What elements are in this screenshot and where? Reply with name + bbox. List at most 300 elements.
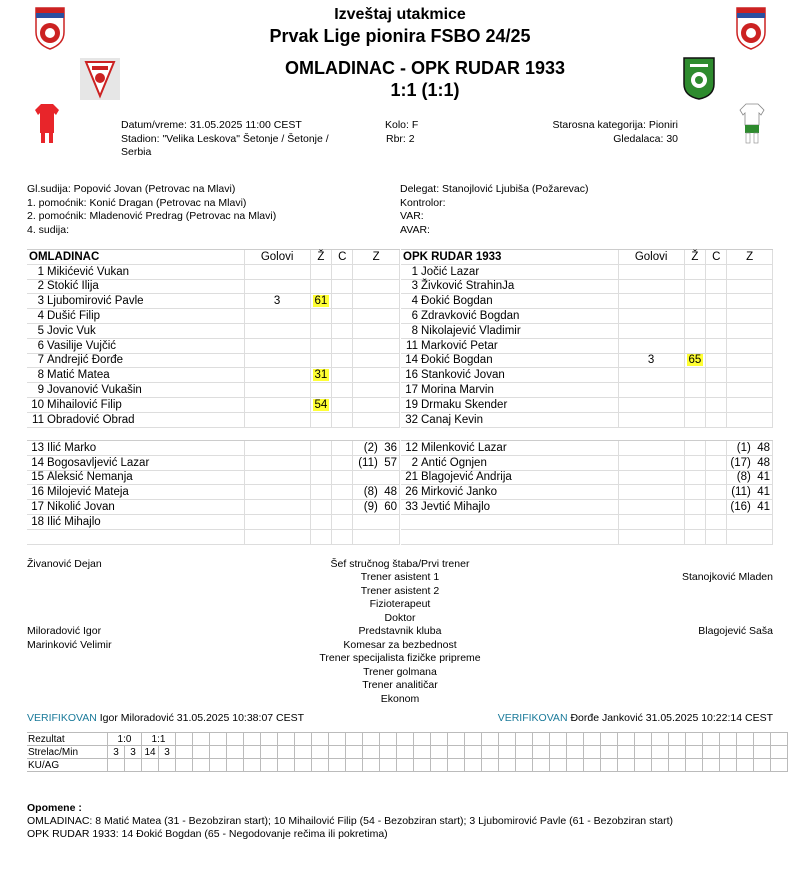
player-number: 18 — [31, 515, 44, 528]
away-team-name: OPK RUDAR 1933 — [401, 250, 618, 264]
player-sub — [727, 309, 773, 324]
player-name — [401, 470, 619, 485]
player-name — [27, 338, 244, 353]
own-goal-cell — [635, 759, 652, 772]
away-staff-name — [533, 611, 773, 625]
player-sub: (11) 57 — [352, 455, 399, 470]
player-sub — [353, 279, 400, 294]
var-official: VAR: — [400, 210, 424, 222]
scorer-cell — [601, 746, 618, 759]
player-sub: (9) 60 — [352, 500, 399, 515]
own-goal-cell — [584, 759, 601, 772]
own-goal-cell — [312, 759, 329, 772]
player-number: 12 — [405, 441, 418, 454]
away-substitutes — [401, 440, 773, 545]
own-goal-cell — [397, 759, 414, 772]
result-cell — [652, 733, 669, 746]
player-yellow-card — [684, 279, 706, 294]
player-sub — [727, 338, 773, 353]
result-label: Rezultat — [27, 733, 108, 746]
home-staff-name — [27, 679, 267, 693]
player-number: 19 — [405, 398, 418, 411]
scorer-cell — [686, 746, 703, 759]
player-number: 8 — [37, 369, 44, 382]
player-name — [401, 353, 618, 368]
player-sub — [352, 470, 399, 485]
red-column-header: C — [706, 250, 727, 264]
own-goal-cell — [516, 759, 533, 772]
player-red-card — [332, 397, 353, 412]
home-player-row — [27, 383, 400, 398]
home-staff-name — [27, 598, 267, 612]
player-red-card — [332, 279, 353, 294]
player-goals — [618, 368, 684, 383]
away-staff-name: Blagojević Saša — [698, 625, 773, 638]
away-player-row — [401, 383, 773, 398]
player-sub — [353, 338, 400, 353]
player-label: Andrejić Đorđe — [47, 354, 124, 367]
league-title: Prvak Lige pionira FSBO 24/25 — [269, 26, 531, 46]
player-goals — [245, 529, 311, 544]
home-kit-icon — [34, 103, 60, 150]
result-cell — [278, 733, 295, 746]
player-yellow-card — [311, 529, 332, 544]
player-label: Mikićević Vukan — [47, 265, 130, 278]
player-label: Jevtić Mihajlo — [421, 501, 491, 514]
home-sub-row — [27, 441, 400, 455]
home-staff-name: Živanović Dejan — [27, 557, 102, 570]
home-staff-name: Miloradović Igor — [27, 625, 102, 638]
player-number: 15 — [31, 471, 44, 484]
player-yellow-card — [310, 264, 332, 279]
player-label: Živković StrahinJa — [421, 280, 515, 293]
scorer-cell — [499, 746, 516, 759]
scorer-cell — [261, 746, 278, 759]
result-grid — [27, 732, 788, 772]
scorer-cell: 3 — [108, 746, 125, 759]
player-number: 3 — [37, 295, 44, 308]
away-staff-name — [533, 557, 773, 571]
player-red-card — [332, 455, 353, 470]
player-name — [27, 279, 244, 294]
player-name — [27, 309, 244, 324]
player-name — [401, 294, 618, 309]
scorer-cell — [618, 746, 635, 759]
goals-column-header: Golovi — [244, 250, 310, 264]
own-goal-cell — [329, 759, 346, 772]
player-sub — [352, 514, 399, 529]
away-player-row — [401, 279, 773, 294]
result-score-cell: 1:0 — [108, 733, 142, 746]
result-cell — [482, 733, 499, 746]
player-red-card — [332, 368, 353, 383]
player-red-card — [706, 455, 727, 470]
player-red-card — [332, 470, 353, 485]
player-yellow-card — [310, 397, 332, 412]
fourth-official: 4. sudija: — [27, 224, 70, 236]
player-red-card — [706, 294, 727, 309]
own-goal-cell — [720, 759, 737, 772]
player-label: Đokić Bogdan — [421, 354, 493, 367]
player-label: Marković Petar — [421, 339, 498, 352]
player-yellow-card — [311, 455, 332, 470]
player-sub — [727, 279, 773, 294]
own-goal-cell — [210, 759, 227, 772]
player-yellow-card — [685, 441, 706, 455]
player-label: Matić Matea — [47, 369, 110, 382]
player-label: Canaj Kevin — [421, 413, 484, 426]
scorer-cell — [414, 746, 431, 759]
player-number: 2 — [411, 456, 418, 469]
home-sub-row — [27, 455, 400, 470]
player-number: 2 — [37, 280, 44, 293]
home-staff-name — [27, 665, 267, 679]
player-goals — [244, 353, 310, 368]
player-sub: (17) 48 — [726, 455, 772, 470]
home-staff-name — [27, 571, 267, 585]
report-title: Izveštaj utakmice — [334, 6, 466, 23]
player-red-card — [706, 383, 727, 398]
staff-row — [27, 652, 773, 666]
home-club-logo — [80, 58, 120, 105]
result-cell — [380, 733, 397, 746]
player-goals — [618, 279, 684, 294]
scorer-cell — [771, 746, 788, 759]
result-cell — [771, 733, 788, 746]
player-sub: (11) 41 — [726, 485, 772, 500]
player-sub: (2) 36 — [352, 441, 399, 455]
result-cell — [193, 733, 210, 746]
staff-role: Predstavnik kluba — [358, 625, 442, 638]
player-red-card — [332, 323, 353, 338]
player-number: 6 — [37, 339, 44, 352]
player-goals: 3 — [244, 294, 310, 309]
own-goal-cell — [227, 759, 244, 772]
staff-role: Šef stručnog štaba/Prvi trener — [330, 557, 470, 570]
scorer-cell — [193, 746, 210, 759]
player-goals — [619, 455, 685, 470]
player-number: 16 — [31, 486, 44, 499]
away-sub-row — [401, 500, 773, 515]
player-label: Jovanović Vukašin — [47, 384, 142, 397]
scorer-cell — [737, 746, 754, 759]
home-player-row — [27, 279, 400, 294]
result-cell — [567, 733, 584, 746]
player-red-card — [332, 500, 353, 515]
result-cell — [176, 733, 193, 746]
own-goal-cell — [669, 759, 686, 772]
away-kit-icon — [739, 103, 765, 150]
own-goal-cell — [295, 759, 312, 772]
scorer-cell — [227, 746, 244, 759]
away-player-row — [401, 264, 773, 279]
player-yellow-card — [684, 383, 706, 398]
player-label: Blagojević Andrija — [421, 471, 512, 484]
player-label: Mirković Janko — [421, 486, 498, 499]
player-goals — [618, 412, 684, 427]
scorer-cell — [567, 746, 584, 759]
result-cell — [329, 733, 346, 746]
scorer-cell — [176, 746, 193, 759]
player-name — [401, 529, 619, 544]
player-label: Đokić Bogdan — [421, 295, 493, 308]
player-red-card — [332, 309, 353, 324]
home-sub-row — [27, 485, 400, 500]
player-name — [27, 500, 245, 515]
own-goal-cell — [754, 759, 771, 772]
staff-row — [27, 584, 773, 598]
player-yellow-card — [684, 397, 706, 412]
match-stadium-country: Serbia — [121, 146, 152, 158]
player-red-card — [706, 323, 727, 338]
home-player-row — [27, 294, 400, 309]
away-staff-name — [533, 638, 773, 652]
player-red-card — [332, 529, 353, 544]
away-player-row — [401, 397, 773, 412]
result-cell — [210, 733, 227, 746]
player-sub: (8) 48 — [352, 485, 399, 500]
result-cell — [516, 733, 533, 746]
player-label: Obradović Obrad — [47, 413, 135, 426]
away-verified-by: Đorđe Janković 31.05.2025 10:22:14 CEST — [570, 712, 773, 724]
player-red-card — [332, 383, 353, 398]
player-red-card — [706, 338, 727, 353]
own-goal-cell — [142, 759, 159, 772]
assistant-referee-1: 1. pomoćnik: Konić Dragan (Petrovac na Mlavi) — [27, 197, 247, 209]
result-cell — [754, 733, 771, 746]
away-sub-row — [401, 529, 773, 544]
player-name — [27, 353, 244, 368]
player-number: 14 — [31, 456, 44, 469]
player-number: 4 — [411, 295, 418, 308]
away-player-row — [401, 309, 773, 324]
own-goal-cell — [414, 759, 431, 772]
home-staff-name — [27, 652, 267, 666]
player-goals: 3 — [618, 353, 684, 368]
player-goals — [619, 500, 685, 515]
player-name — [27, 529, 245, 544]
own-goal-cell — [278, 759, 295, 772]
player-name — [27, 323, 244, 338]
home-player-row — [27, 397, 400, 412]
away-player-row — [401, 323, 773, 338]
player-red-card — [332, 264, 353, 279]
staff-row — [27, 665, 773, 679]
player-sub — [727, 412, 773, 427]
scorer-cell — [669, 746, 686, 759]
own-goal-cell — [550, 759, 567, 772]
away-staff-name: Stanojković Mladen — [681, 571, 773, 584]
player-red-card — [706, 368, 727, 383]
player-red-card — [706, 309, 727, 324]
player-goals — [244, 264, 310, 279]
player-number: 14 — [405, 354, 418, 367]
verified-label: VERIFIKOVAN — [27, 712, 97, 724]
player-name — [401, 500, 619, 515]
staff-row — [27, 692, 773, 706]
staff-role: Trener analitičar — [362, 679, 438, 692]
player-goals — [244, 323, 310, 338]
player-goals — [619, 470, 685, 485]
player-sub — [727, 323, 773, 338]
player-name — [27, 264, 244, 279]
player-yellow-card — [685, 529, 706, 544]
player-yellow-card — [685, 485, 706, 500]
scorer-cell — [278, 746, 295, 759]
own-goal-label: KU/AG — [27, 759, 108, 772]
player-sub — [353, 383, 400, 398]
player-sub — [727, 383, 773, 398]
player-red-card — [706, 514, 727, 529]
home-lineup-header — [27, 250, 400, 264]
match-score: 1:1 (1:1) — [390, 80, 460, 100]
player-yellow-card — [684, 412, 706, 427]
away-player-row — [401, 353, 773, 368]
home-sub-row — [27, 500, 400, 515]
player-number: 13 — [31, 441, 44, 454]
scorer-cell — [482, 746, 499, 759]
player-number: 10 — [31, 398, 44, 411]
scorer-cell — [533, 746, 550, 759]
away-player-row — [401, 368, 773, 383]
age-category: Starosna kategorija: Pioniri — [552, 119, 678, 131]
result-cell — [533, 733, 550, 746]
player-yellow-card — [310, 279, 332, 294]
scorer-cell — [329, 746, 346, 759]
scorer-cell — [210, 746, 227, 759]
match-datetime: Datum/vreme: 31.05.2025 11:00 CEST — [121, 119, 302, 131]
cautions-title: Opomene : — [27, 802, 82, 814]
scorer-cell — [431, 746, 448, 759]
result-cell — [550, 733, 567, 746]
away-sub-row — [401, 470, 773, 485]
own-goal-cell — [652, 759, 669, 772]
own-goal-cell — [193, 759, 210, 772]
player-label: Drmaku Skender — [421, 398, 508, 411]
home-player-row — [27, 323, 400, 338]
own-goal-cell — [703, 759, 720, 772]
player-yellow-card — [310, 353, 332, 368]
player-sub: (8) 41 — [726, 470, 772, 485]
player-sub — [353, 412, 400, 427]
spectators: Gledalaca: 30 — [613, 133, 678, 145]
own-goal-cell — [601, 759, 618, 772]
staff-row — [27, 598, 773, 612]
player-yellow-card — [310, 412, 332, 427]
own-goal-cell — [261, 759, 278, 772]
scorer-cell: 3 — [159, 746, 176, 759]
staff-section — [27, 557, 773, 706]
result-cell — [584, 733, 601, 746]
player-name — [401, 412, 618, 427]
player-sub — [727, 353, 773, 368]
scorer-cell — [550, 746, 567, 759]
player-label: Dušić Filip — [47, 310, 101, 323]
player-yellow-card — [684, 323, 706, 338]
player-label: Antić Ognjen — [421, 456, 487, 469]
home-staff-name: Marinković Velimir — [27, 638, 112, 651]
scorer-row — [27, 746, 788, 759]
player-name — [401, 441, 619, 455]
scorer-cell — [652, 746, 669, 759]
player-red-card — [706, 397, 727, 412]
away-staff-name — [533, 692, 773, 706]
player-goals — [619, 485, 685, 500]
player-number: 11 — [406, 339, 418, 352]
player-name — [401, 264, 618, 279]
player-name — [27, 441, 245, 455]
player-label: Jovic Vuk — [47, 324, 96, 337]
scorer-cell — [516, 746, 533, 759]
player-name — [401, 368, 618, 383]
scorer-label: Strelac/Min — [27, 746, 108, 759]
player-yellow-card — [684, 309, 706, 324]
player-name — [401, 309, 618, 324]
home-sub-row — [27, 529, 400, 544]
player-yellow-card — [311, 485, 332, 500]
player-name — [27, 485, 245, 500]
result-cell — [261, 733, 278, 746]
result-cell — [618, 733, 635, 746]
player-yellow-card — [685, 455, 706, 470]
result-score-cell: 1:1 — [142, 733, 176, 746]
own-goal-cell — [363, 759, 380, 772]
own-goal-cell — [499, 759, 516, 772]
player-sub — [727, 294, 773, 309]
player-label: Bogosavljević Lazar — [47, 456, 150, 469]
staff-row — [27, 557, 773, 571]
player-number: 9 — [37, 384, 44, 397]
sub-column-header: Z — [727, 250, 773, 264]
staff-row — [27, 638, 773, 652]
away-sub-row — [401, 441, 773, 455]
home-team-name: OMLADINAC — [27, 250, 244, 264]
match-stadium: Stadion: "Velika Leskova" Šetonje / Šetonje / — [121, 133, 329, 145]
delegate: Delegat: Stanojlović Ljubiša (Požarevac) — [400, 183, 589, 195]
player-red-card — [332, 338, 353, 353]
player-sub: (1) 48 — [726, 441, 772, 455]
player-red-card — [706, 485, 727, 500]
player-red-card — [706, 279, 727, 294]
player-red-card — [706, 441, 727, 455]
player-label: Zdravković Bogdan — [421, 310, 520, 323]
result-cell — [601, 733, 618, 746]
result-cell — [244, 733, 261, 746]
player-goals — [245, 455, 311, 470]
home-sub-row — [27, 514, 400, 529]
sub-column-header: Z — [353, 250, 400, 264]
player-label: Nikolajević Vladimir — [421, 324, 521, 337]
player-yellow-card — [685, 500, 706, 515]
staff-row — [27, 571, 773, 585]
player-name — [27, 294, 244, 309]
player-name — [27, 514, 245, 529]
result-cell — [346, 733, 363, 746]
player-number: 1 — [411, 265, 418, 278]
player-label: Stanković Jovan — [421, 369, 505, 382]
player-sub — [353, 368, 400, 383]
player-red-card — [706, 412, 727, 427]
player-sub — [352, 529, 399, 544]
player-sub — [353, 294, 400, 309]
player-sub — [726, 529, 772, 544]
player-red-card — [706, 500, 727, 515]
home-sub-row — [27, 470, 400, 485]
home-player-row — [27, 368, 400, 383]
home-player-row — [27, 353, 400, 368]
player-yellow-card — [310, 383, 332, 398]
scorer-cell — [244, 746, 261, 759]
